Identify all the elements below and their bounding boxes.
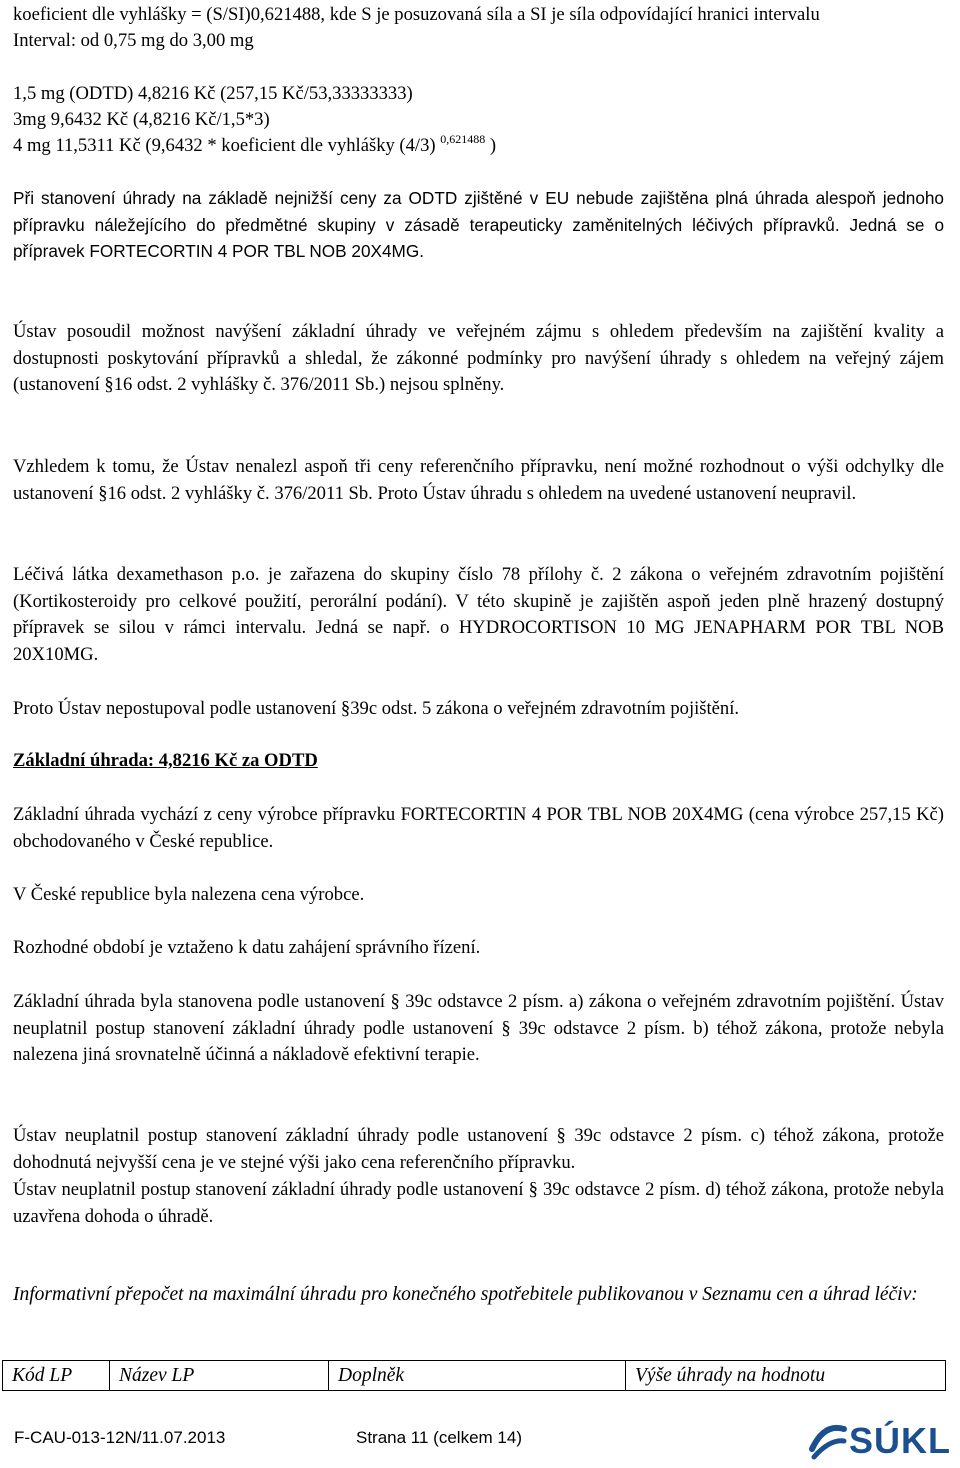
paragraph-eu-price: Při stanovení úhrady na základě nejnižší ceny za ODTD zjištěné v EU nebude zajištěna plná úhrada alespoň jednoho přípravku náležejícího do předmětné skupiny v zásadě terapeuticky zaměnitelných léčivých přípravků. Jedná se o přípravek FORTECORTIN 4 POR TBL NOB 20X4MG. (13, 188, 944, 261)
calc-line-1-5mg: 1,5 mg (ODTD) 4,8216 Kč (257,15 Kč/53,33333333) (13, 83, 413, 104)
reimbursement-table (2, 1360, 946, 1391)
footer-document-id: F-CAU-013-12N/11.07.2013 (14, 1428, 226, 1447)
informative-recalculation: Informativní přepočet na maximální úhradu pro konečného spotřebitele publikovanou v Seznamu cen a úhrad léčiv: (13, 1284, 918, 1305)
paragraph-reference-prices: Vzhledem k tomu, že Ústav nenalezl aspoň tři ceny referenčního přípravku, není možné rozhodnout o výši odchylky dle ustanovení §16 odst. 2 vyhlášky č. 376/2011 Sb. Proto Ústav úhradu s ohledem na uvedené ustanovení neupravil. (13, 456, 944, 504)
calc-line-4mg-main: 4 mg 11,5311 Kč (9,6432 * koeficient dle vyhlášky (4/3) (13, 135, 436, 156)
calc-line-3mg: 3mg 9,6432 Kč (4,8216 Kč/1,5*3) (13, 109, 270, 130)
paragraph-group: Léčivá látka dexamethason p.o. je zařazena do skupiny číslo 78 přílohy č. 2 zákona o veřejném zdravotním pojištění (Kortikosteroidy pro celkové použití, perorální podání). V této skupině je zajištěn aspoň jeden plně hrazený dostupný přípravek se silou v rámci intervalu. Jedná se např. o HYDROCORTISON 10 MG JENAPHARM POR TBL NOB 20X10MG. (13, 564, 944, 665)
column-header-name: Název LP (110, 1361, 329, 1391)
paragraph-manufacturer-price: Základní úhrada vychází z ceny výrobce přípravku FORTECORTIN 4 POR TBL NOB 20X4MG (cena výrobce 257,15 Kč) obchodovaného v České republice. (13, 804, 944, 852)
footer-page-number: Strana 11 (celkem 14) (356, 1428, 522, 1447)
paragraph-price-found: V České republice byla nalezena cena výrobce. (13, 884, 365, 905)
paragraph-public-interest: Ústav posoudil možnost navýšení základní úhrady ve veřejném zájmu s ohledem především na zajištění kvality a dostupnosti poskytování přípravků a shledal, že zákonné podmínky pro navýšení úhrady s ohledem na veřejný zájem (ustanovení §16 odst. 2 vyhlášky č. 376/2011 Sb.) nejsou splněny. (13, 321, 944, 395)
column-header-code: Kód LP (3, 1361, 110, 1391)
paragraph-period: Rozhodné období je vztaženo k datu zahájení správního řízení. (13, 937, 481, 958)
calc-line-4mg-end: ) (489, 135, 497, 156)
logo-text: SÚKL (849, 1420, 951, 1461)
sukl-logo (808, 1419, 960, 1463)
paragraph-39c: Proto Ústav nepostupoval podle ustanovení §39c odst. 5 zákona o veřejném zdravotním pojištění. (13, 698, 740, 719)
column-header-amount: Výše úhrady na hodnotu (626, 1361, 946, 1391)
sukl-emblem-icon (808, 1419, 848, 1463)
paragraph-39c-d: Ústav neuplatnil postup stanovení základní úhrady podle ustanovení § 39c odstavce 2 písm. d) téhož zákona, protože nebyla uzavřena dohoda o úhradě. (13, 1179, 944, 1227)
interval-line: Interval: od 0,75 mg do 3,00 mg (13, 30, 254, 51)
coefficient-definition: koeficient dle vyhlášky = (S/SI)0,621488, kde S je posuzovaná síla a SI je síla odpovídající hranici intervalu (13, 4, 820, 25)
column-header-supplement: Doplněk (329, 1361, 626, 1391)
basic-reimbursement-heading: Základní úhrada: 4,8216 Kč za ODTD (13, 750, 318, 771)
paragraph-39c-c: Ústav neuplatnil postup stanovení základní úhrady podle ustanovení § 39c odstavce 2 písm. c) téhož zákona, protože dohodnutá nejvyšší cena je ve stejné výši jako cena referenčního přípravku. (13, 1125, 944, 1173)
table-header-row (3, 1361, 946, 1391)
calc-line-4mg (13, 133, 944, 160)
exponent: 0,621488 (440, 132, 486, 146)
paragraph-39c-a-b: Základní úhrada byla stanovena podle ustanovení § 39c odstavce 2 písm. a) zákona o veřejném zdravotním pojištění. Ústav neuplatnil postup stanovení základní úhrady podle ustanovení § 39c odstavce 2 písm. b) téhož zákona, protože nebyla nalezena jiná srovnatelně účinná a nákladově efektivní terapie. (13, 991, 944, 1065)
